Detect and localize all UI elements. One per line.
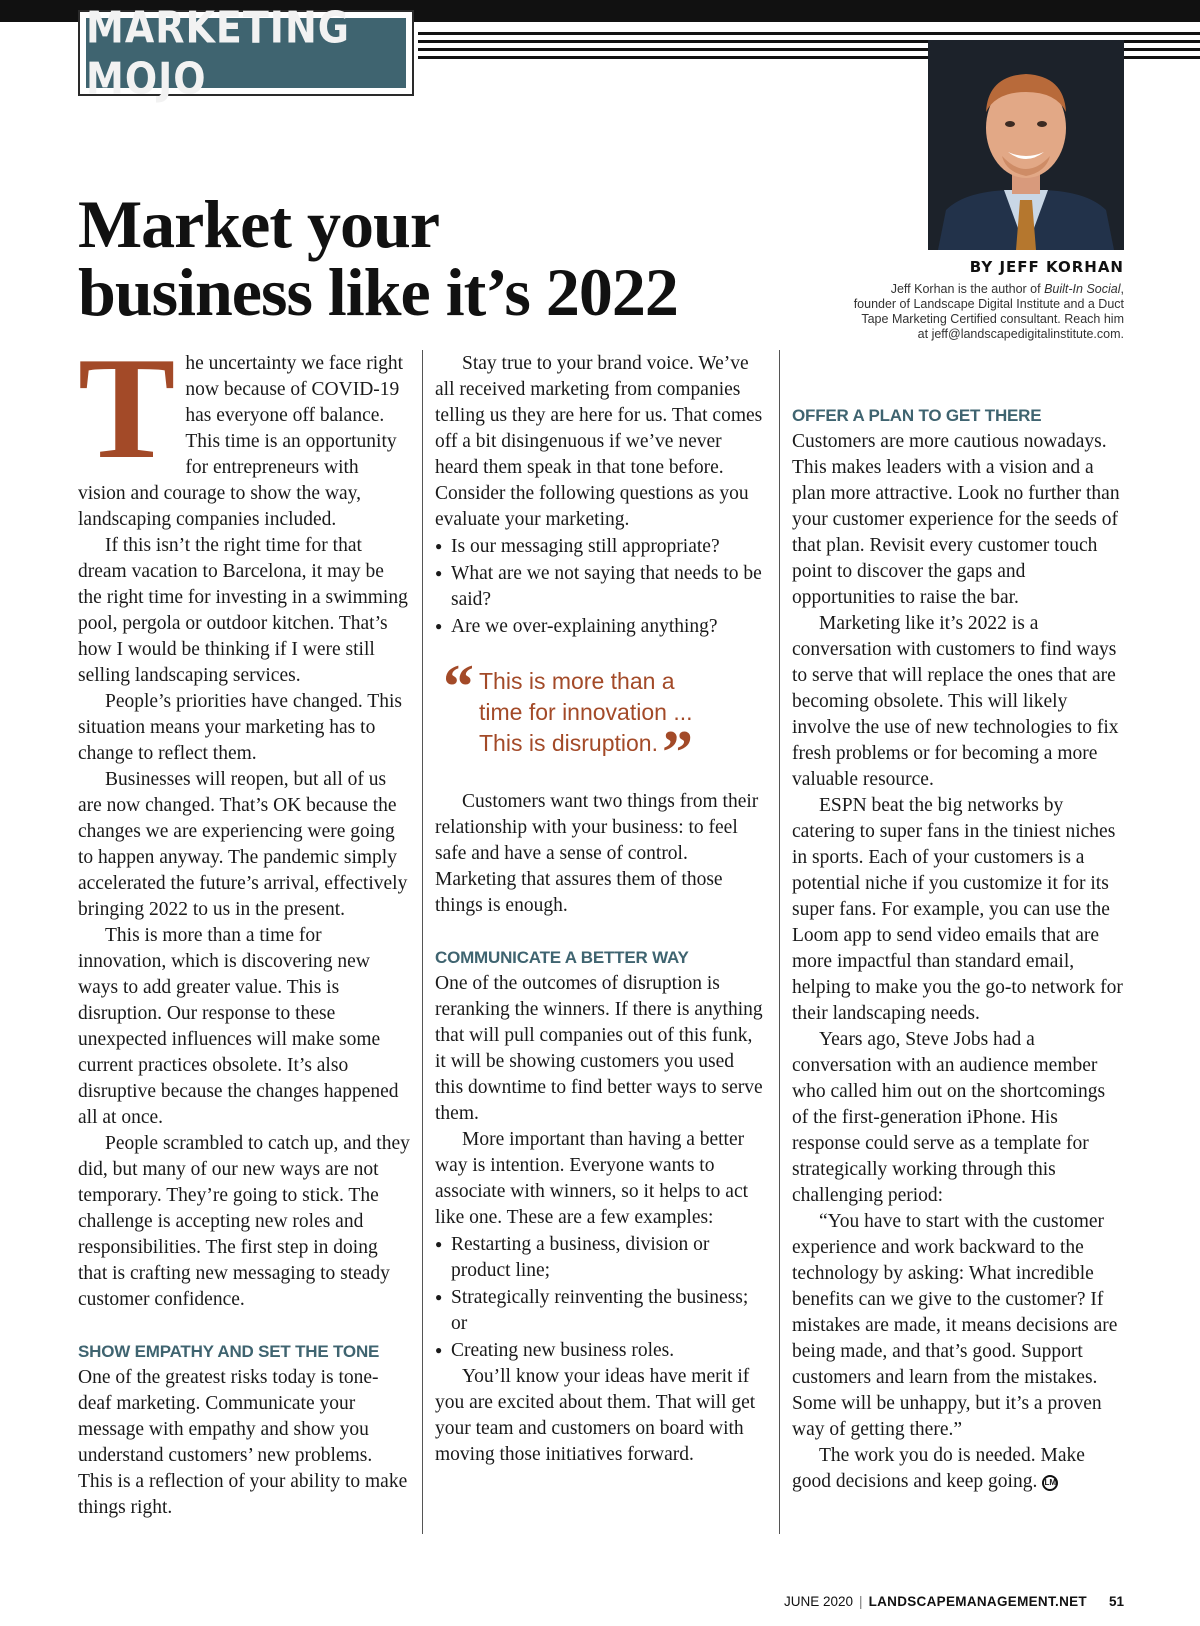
paragraph: Years ago, Steve Jobs had a conversation with an audience member who called him out on the shortcomings of the first-generation iPhone. His response could serve as a template for strategically working through this challenging period: [792, 1029, 1106, 1206]
byline: BY JEFF KORHAN [969, 258, 1124, 276]
section-heading: OFFER A PLAN TO GET THERE [792, 406, 1042, 425]
article-headline [78, 186, 838, 330]
article-column-2 [435, 351, 767, 1468]
list-item: ● What are we not saying that needs to be said? [435, 560, 767, 613]
list-item: ● Are we over-explaining anything? [435, 613, 767, 640]
article-column-3 [792, 403, 1124, 1495]
pull-quote-line: This is more than a [479, 668, 675, 694]
example-list [435, 1231, 767, 1364]
department-tag [78, 2, 414, 104]
headline-line: Market your [78, 186, 440, 262]
paragraph-text: he uncertainty we face right now because of COVID-19 has everyone off balance. This time is an opportunity for entrepreneurs with vision and courage to show the way, landscaping companies included. [78, 353, 404, 530]
pull-quote-line: time for innovation ... [479, 699, 693, 725]
paragraph: Stay true to your brand voice. We’ve all received marketing from companies telling us they are here for us. That comes off a bit disingenuous if we’ve never heard them speak in that tone before. Consider the following questions as you evaluate your marketing. [435, 353, 763, 530]
paragraph-text: The work you do is needed. Make good decisions and keep going. [792, 1445, 1085, 1492]
issue-date: JUNE 2020 [784, 1594, 854, 1609]
author-photo [928, 40, 1124, 250]
department-label: MARKETING MOJO [86, 2, 350, 104]
paragraph: People’s priorities have changed. This situation means your marketing has to change to reflect them. [78, 691, 402, 764]
drop-cap: T [78, 327, 176, 489]
author-bio [850, 282, 1124, 342]
paragraph: Customers are more cautious nowadays. This makes leaders with a vision and a plan more attractive. Look no further than your customer experience for the seeds of that plan. Revisit every customer touch point to discover the gaps and opportunities to raise the bar. [792, 431, 1120, 608]
paragraph: If this isn’t the right time for that dream vacation to Barcelona, it may be the right time for investing in a swimming pool, pergola or outdoor kitchen. That’s how I would be thinking if I were still selling landscaping services. [78, 535, 408, 686]
bio-book-title: Built-In Social [1044, 282, 1121, 296]
spacer [78, 1313, 410, 1339]
paragraph: One of the greatest risks today is tone-deaf marketing. Communicate your message with empathy and show you understand customers’ new problems. This is a reflection of your ability to make things right. [78, 1367, 408, 1518]
author-portrait-illustration [928, 40, 1124, 250]
list-item: ● Strategically reinventing the business; or [435, 1284, 767, 1337]
footer-separator: | [859, 1594, 863, 1609]
column-divider [422, 350, 423, 1534]
pull-quote [435, 653, 767, 787]
pull-quote-line-last [479, 719, 767, 787]
paragraph: One of the outcomes of disruption is reranking the winners. If there is anything that will pull companies out of this funk, it will be showing customers you used this downtime to find better ways to serve them. [435, 973, 763, 1124]
paragraph: You’ll know your ideas have merit if you are excited about them. That will get your team and customers on board with moving those initiatives forward. [435, 1366, 756, 1465]
article-column-1 [78, 327, 410, 1521]
paragraph: Marketing like it’s 2022 is a conversation with customers to find ways to serve that will replace the ones that are becoming obsolete. This will likely involve the use of new technologies to fix fresh problems or for becoming a more valuable resource. [792, 613, 1119, 790]
pull-quote-text: This is disruption. [479, 730, 658, 756]
list-item: ● Is our messaging still appropriate? [435, 533, 767, 560]
end-mark-icon: LM [1042, 1475, 1058, 1491]
open-quote-mark: “ [443, 653, 474, 721]
paragraph: This is more than a time for innovation, which is discovering new ways to add greater value. This is disruption. Our response to these unexpected influences will make some current practices obsolete. It’s also disruptive because the changes happened all at once. [78, 925, 399, 1128]
close-quote-mark: ” [661, 719, 693, 787]
paragraph: “You have to start with the customer experience and work backward to the technology by asking: What incredible benefits can we give to the customer? If mistakes are made, it means decisions are being made, and that’s good. Support customers and learn from the mistakes. Some will be unhappy, but it’s a proven way of getting there.” [792, 1211, 1118, 1440]
bio-prefix: Jeff Korhan is the author of [890, 282, 1045, 296]
section-heading: COMMUNICATE A BETTER WAY [435, 948, 689, 967]
paragraph: ESPN beat the big networks by catering to super fans in the tiniest niches in sports. Each of your customers is a potential niche if you customize it for its super fans. For example, you can use the Loom app to send video emails that are more impactful than standard email, helping to make you the go-to network for their landscaping needs. [792, 795, 1123, 1024]
paragraph [78, 327, 410, 533]
paragraph [792, 1443, 1124, 1495]
section-heading: SHOW EMPATHY AND SET THE TONE [78, 1342, 380, 1361]
paragraph: Customers want two things from their relationship with your business: to feel safe and have a sense of control. Marketing that assures them of those things is enough. [435, 791, 759, 916]
list-item: ● Restarting a business, division or product line; [435, 1231, 767, 1284]
page-footer [600, 1594, 1124, 1609]
page-number: 51 [1108, 1594, 1124, 1609]
column-divider [779, 350, 780, 1534]
paragraph: More important than having a better way is intention. Everyone wants to associate with winners, so it helps to act like one. These are a few examples: [435, 1129, 749, 1228]
website: LANDSCAPEMANAGEMENT.NET [868, 1594, 1087, 1609]
header-rule [418, 32, 1200, 35]
question-list [435, 533, 767, 640]
headline-line: business like it’s 2022 [78, 254, 678, 330]
bio-rest: , founder of Landscape Digital Institute and a Duct Tape Marketing Certified consultant. Reach him at jeff@landscapedigitalinstitute.com. [853, 282, 1124, 341]
department-tag-fill [86, 2, 406, 104]
paragraph: Businesses will reopen, but all of us are now changed. That’s OK because the changes we are experiencing were going to happen anyway. The pandemic simply accelerated the future’s arrival, effectively bringing 2022 to us in the present. [78, 769, 408, 920]
spacer [435, 919, 767, 945]
paragraph: People scrambled to catch up, and they did, but many of our new ways are not temporary. They’re going to stick. The challenge is accepting new roles and responsibilities. The first step in doing that is crafting new messaging to steady customer confidence. [78, 1133, 410, 1310]
list-item: ● Creating new business roles. [435, 1337, 767, 1364]
